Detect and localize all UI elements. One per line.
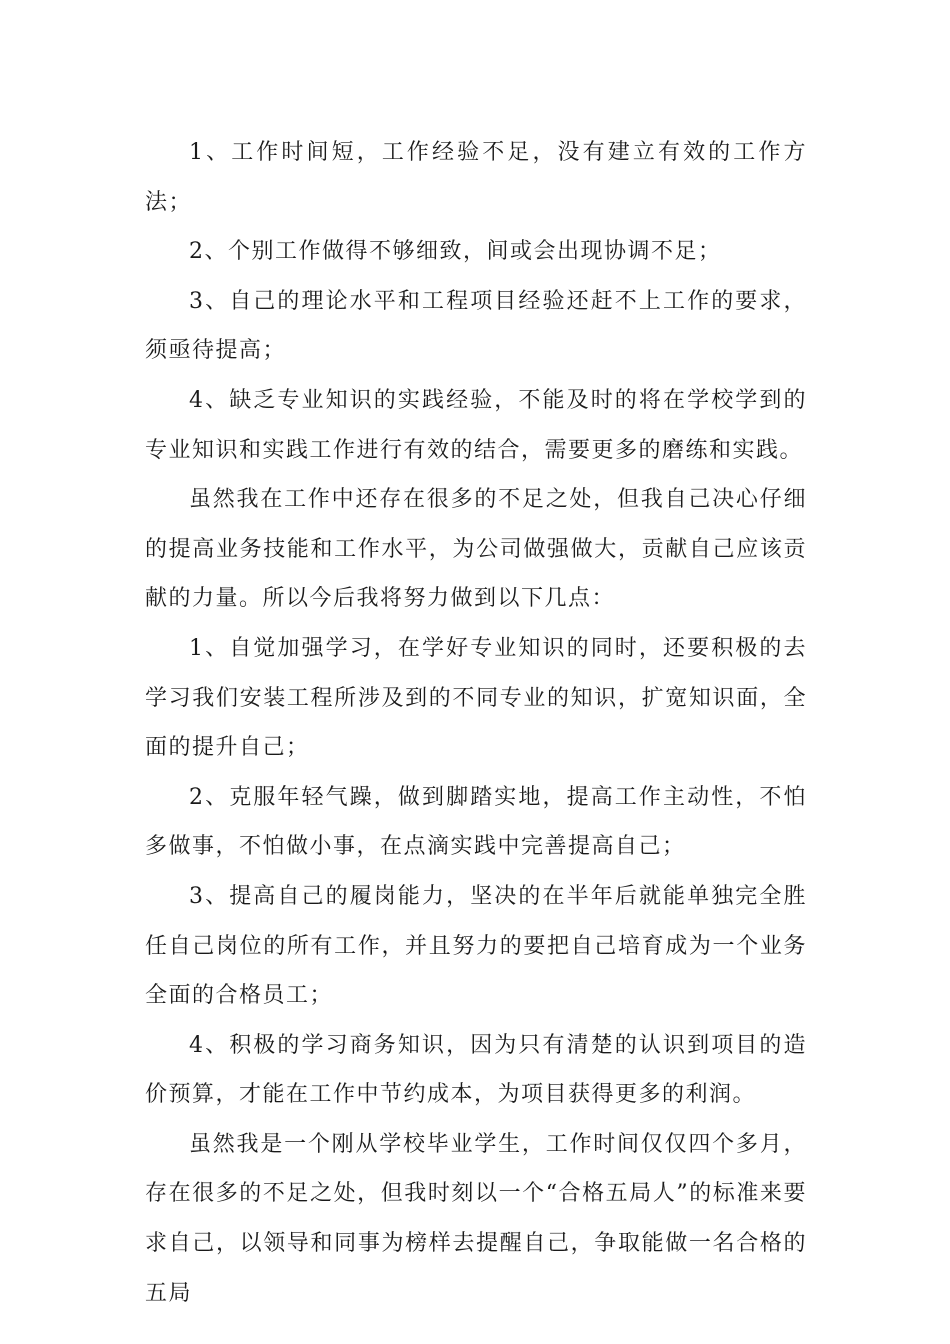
paragraph-plan-1: 1、自觉加强学习，在学好专业知识的同时，还要积极的去学习我们安装工程所涉及到的不同专业的知识，扩宽知识面，全面的提升自己；	[145, 635, 807, 761]
paragraph-resolution-intro: 虽然我在工作中还存在很多的不足之处，但我自己决心仔细的提高业务技能和工作水平，为公司做强做大，贡献自己应该贡献的力量。所以今后我将努力做到以下几点：	[145, 487, 807, 612]
paragraph-shortcoming-4: 4、缺乏专业知识的实践经验，不能及时的将在学校学到的专业知识和实践工作进行有效的结合，需要更多的磨练和实践。	[145, 387, 807, 463]
paragraph-plan-3: 3、提高自己的履岗能力，坚决的在半年后就能单独完全胜任自己岗位的所有工作，并且努力的要把自己培育成为一个业务全面的合格员工；	[145, 883, 807, 1009]
document-body	[145, 128, 807, 1318]
paragraph-plan-4: 4、积极的学习商务知识，因为只有清楚的认识到项目的造价预算，才能在工作中节约成本，为项目获得更多的利润。	[145, 1032, 807, 1108]
paragraph-conclusion: 虽然我是一个刚从学校毕业学生，工作时间仅仅四个多月，存在很多的不足之处，但我时刻以一个“合格五局人”的标准来要求自己，以领导和同事为榜样去提醒自己，争取能做一名合格的五局	[145, 1131, 807, 1306]
paragraph-shortcoming-2: 2、个别工作做得不够细致，间或会出现协调不足；	[189, 239, 722, 265]
paragraph-shortcoming-3: 3、自己的理论水平和工程项目经验还赶不上工作的要求，须亟待提高；	[145, 288, 807, 364]
paragraph-plan-2: 2、克服年轻气躁，做到脚踏实地，提高工作主动性，不怕多做事，不怕做小事，在点滴实践中完善提高自己；	[145, 784, 807, 860]
paragraph-shortcoming-1: 1、工作时间短，工作经验不足，没有建立有效的工作方法；	[145, 140, 807, 215]
